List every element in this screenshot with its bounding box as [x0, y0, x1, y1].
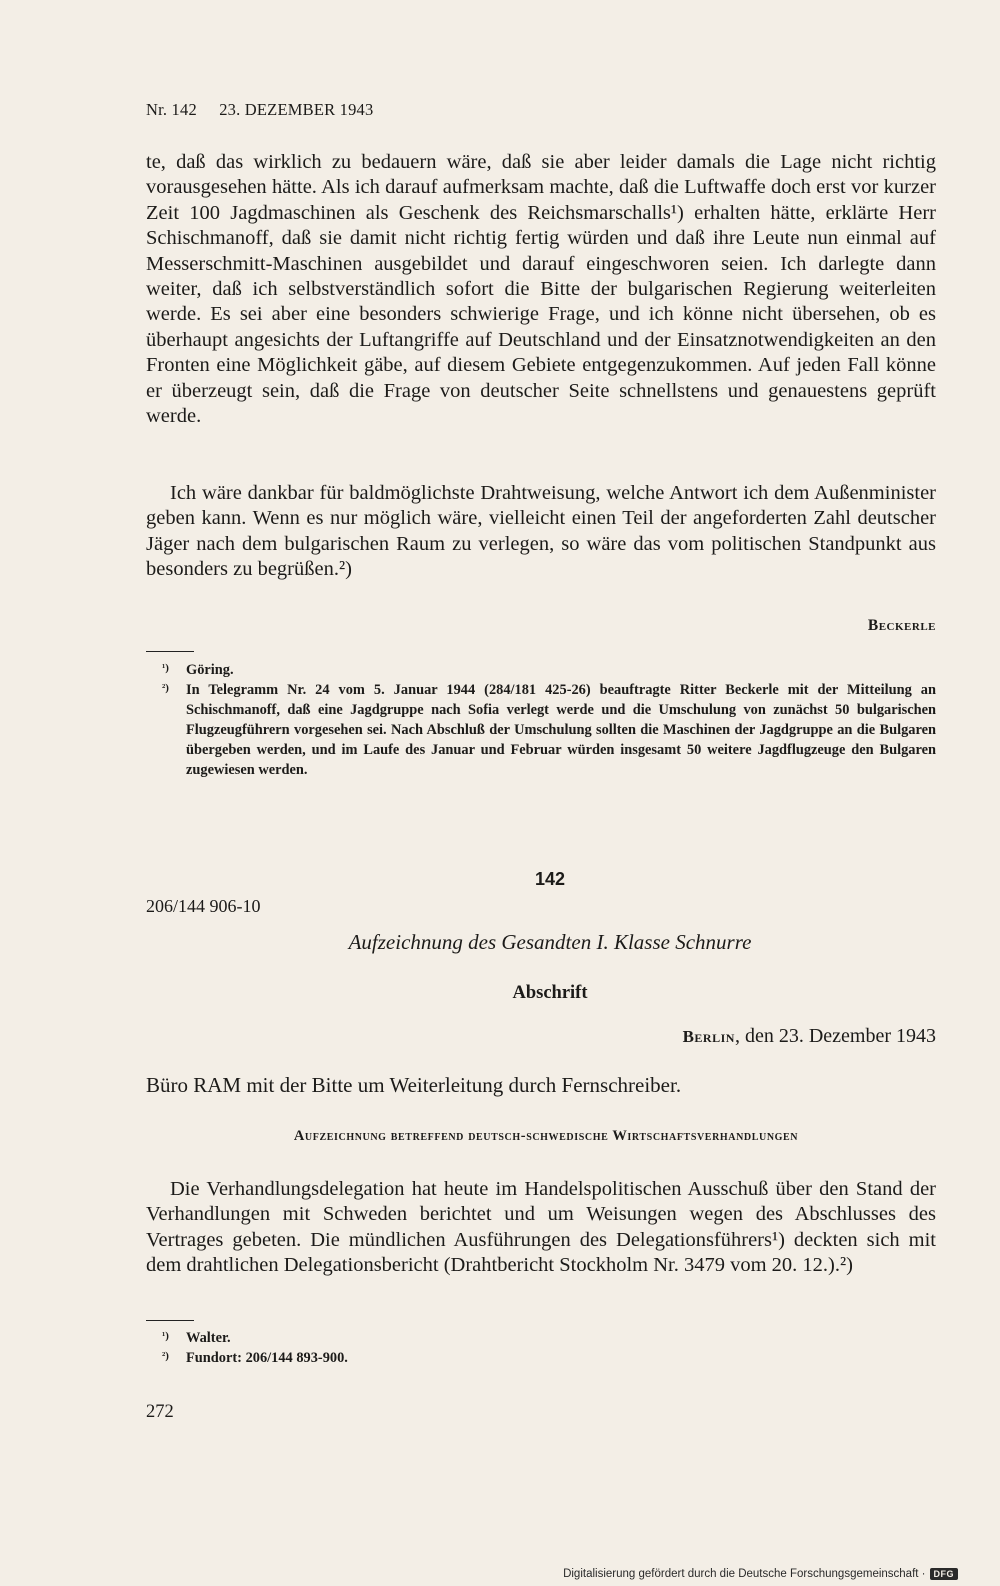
- section-heading: [0, 1128, 1000, 1145]
- digitization-credit: [563, 1568, 958, 1580]
- place: Berlin: [682, 1027, 735, 1046]
- page-header: [146, 100, 373, 120]
- footnote-item: [146, 660, 936, 680]
- header-doc-number: Nr. 142: [146, 100, 197, 119]
- footnote-item: [146, 680, 936, 780]
- body-paragraph-1: te, daß das wirklich zu bedauern wäre, daß sie aber leider damals die Lage nicht richtig vorausgesehen hätte. Als ich darauf aufmerksam machte, daß die Luftwaffe doch erst vor kurzer Zeit 100 Jagdmaschinen als Geschenk des Reichsmarschalls¹) erhalten hätte, erklärte Herr Schischmanoff, daß sie damit nicht richtig fertig würden und daß ihre Leute nun einmal auf Messerschmitt-Maschinen ausgebildet und darauf eingeschworen seien. Ich darlegte dann weiter, daß ich selbstverständlich sofort die Bitte der bulgarischen Regierung weiterleiten werde. Es sei aber eine besonders schwierige Frage, und ich könne nicht übersehen, ob es überhaupt angesichts der Luftangriffe auf Deutschland und der Einsatznotwendigkeiten an den Fronten eine Möglichkeit gäbe, auf diesem Gebiete entgegenzukommen. Auf jeden Fall könne er überzeugt sein, daß die Frage von deutscher Seite schnellstens und genauestens geprüft werde.: [146, 151, 936, 428]
- footnote-mark: ¹): [162, 1330, 169, 1342]
- footnote-rule-top: [146, 651, 194, 652]
- credit-text: Digitalisierung gefördert durch die Deutsche Forschungsgemeinschaft ·: [563, 1568, 926, 1580]
- footnote-text: In Telegramm Nr. 24 vom 5. Januar 1944 (284/181 425-26) beauftragte Ritter Beckerle mit der Mitteilung an Schischmanoff, daß eine Jagdgruppe nach Sofia verlegt werde und die Umschulung von zunächst 50 bulgarischen Flugzeugführern vorgesehen sei. Nach Abschluß der Umschulung sollten die Maschinen der Jagdgruppe an die Bulgaren übergeben werden, und im Laufe des Januar und Februar würden insgesamt 50 weitere Jagdflugzeuge den Bulgaren zugewiesen werden.: [186, 682, 936, 778]
- footnote-mark: ²): [162, 1350, 169, 1362]
- footnote-item: [146, 1328, 936, 1348]
- footnote-text: Göring.: [186, 662, 234, 678]
- section-heading-text: Aufzeichnung betreffend deutsch-schwedische Wirtschaftsverhandlungen: [293, 1128, 799, 1144]
- footnote-mark: ¹): [162, 662, 169, 674]
- routing-line: Büro RAM mit der Bitte um Weiterleitung durch Fernschreiber.: [146, 1073, 682, 1097]
- signature: Beckerle: [867, 617, 936, 634]
- document-title: [0, 930, 1000, 955]
- date: , den 23. Dezember 1943: [734, 1025, 936, 1047]
- document-number-text: 142: [534, 869, 566, 889]
- header-date: 23. DEZEMBER 1943: [219, 100, 374, 119]
- footnote-text: Fundort: 206/144 893-900.: [186, 1350, 348, 1366]
- place-date: [683, 1025, 936, 1048]
- footnote-text: Walter.: [186, 1330, 231, 1346]
- body-paragraph-3: Die Verhandlungsdelegation hat heute im Handelspolitischen Ausschuß über den Stand der Verhandlungen mit Schweden berichtet und um Weisungen wegen des Abschlusses des Vertrages gebeten. Die mündlichen Ausführungen des Delegationsführers¹) deckten sich mit dem drahtlichen Delegationsbericht (Drahtbericht Stockholm Nr. 3479 vom 20. 12.).²): [146, 1178, 936, 1277]
- document-reference: 206/144 906-10: [146, 896, 261, 916]
- footnote-mark: ²): [162, 682, 169, 694]
- copy-label-text: Abschrift: [512, 983, 588, 1003]
- dfg-logo-icon: DFG: [930, 1568, 959, 1580]
- copy-label: [0, 983, 1000, 1004]
- body-paragraph-2: Ich wäre dankbar für baldmöglichste Drahtweisung, welche Antwort ich dem Außenminister geben kann. Wenn es nur möglich wäre, vielleicht einen Teil der angeforderten Zahl deutscher Jäger nach dem bulgarischen Raum zu verlegen, so wäre das vom politischen Standpunkt aus besonders zu begrüßen.²): [146, 482, 936, 581]
- document-title-text: Aufzeichnung des Gesandten I. Klasse Schnurre: [348, 930, 752, 954]
- footnote-item: [146, 1348, 936, 1368]
- footnote-rule-bottom: [146, 1320, 194, 1321]
- page-number: 272: [146, 1402, 174, 1422]
- footnotes-top: [146, 660, 936, 780]
- footnotes-bottom: [146, 1328, 936, 1368]
- document-number: [0, 869, 1000, 890]
